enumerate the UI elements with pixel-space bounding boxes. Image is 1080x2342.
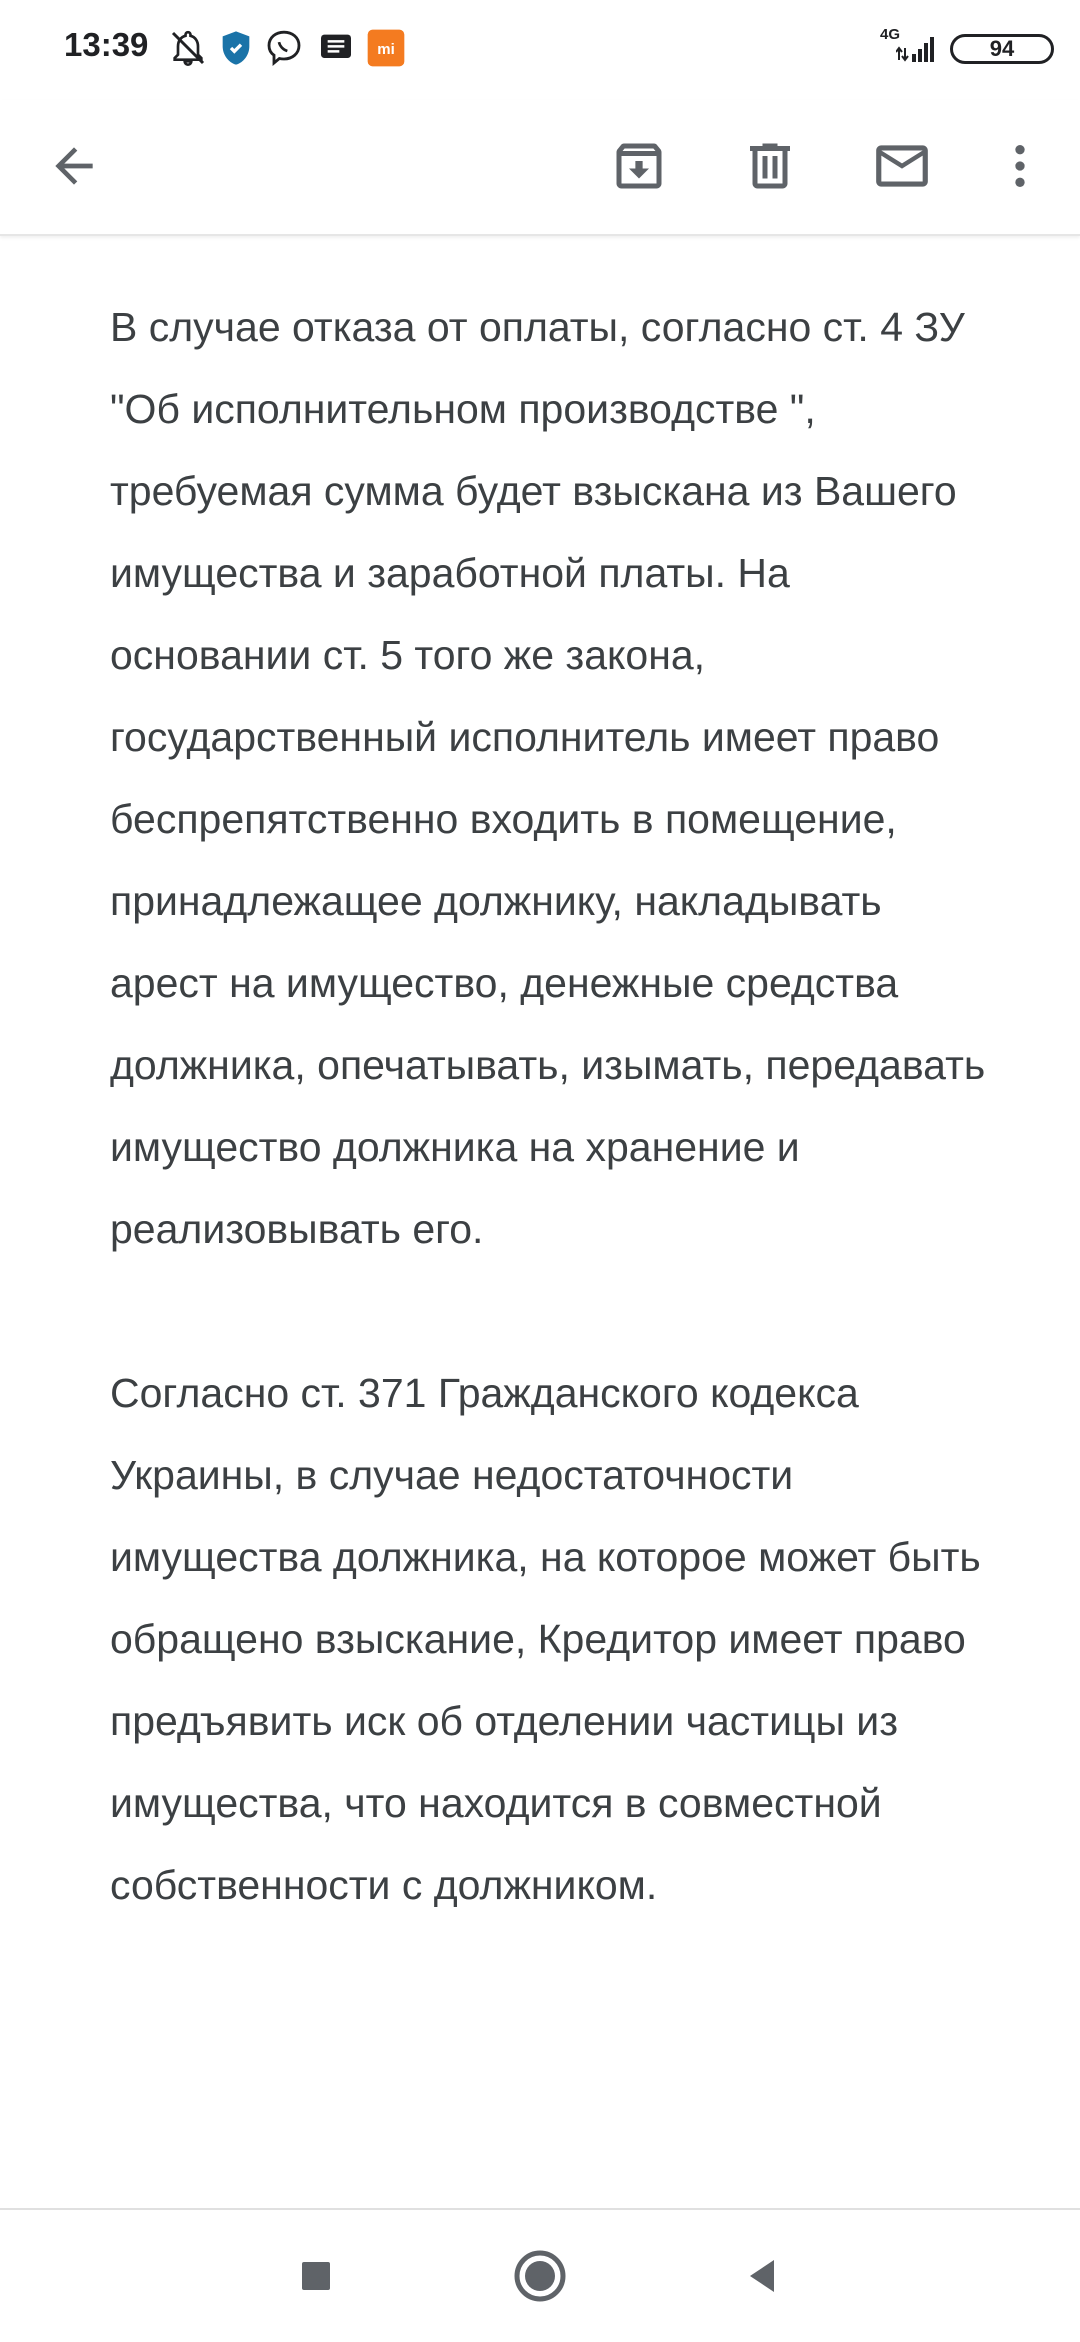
delete-button[interactable]	[734, 130, 806, 202]
mark-unread-button[interactable]	[866, 130, 938, 202]
back-button[interactable]	[38, 130, 110, 202]
svg-text:mi: mi	[377, 40, 395, 58]
back-arrow-icon	[46, 138, 102, 194]
signal-icon	[896, 34, 934, 64]
app-bar	[0, 100, 1080, 236]
recent-apps-icon	[296, 2256, 336, 2296]
more-options-icon	[992, 138, 1048, 194]
mark-unread-icon	[871, 135, 933, 197]
email-paragraph: В случае отказа от оплаты, согласно ст. 4 ЗУ "Об исполнительном производстве ", требуемая сумма будет взыскана из Вашего имущества и заработной платы. На основании ст. 5 того же закона, государственный исполнитель имеет право беспрепятственно входить в помещение, принадлежащее должнику, накладывать арест на имущество, денежные средства должника, опечатывать, изымать, передавать имущество должника на хранение и реализовывать его.	[110, 304, 986, 1252]
shield-icon	[216, 28, 256, 68]
email-paragraph: Согласно ст. 371 Гражданского кодекса Украины, в случае недостаточности имущества должника, на которое может быть обращено взыскание, Кредитор имеет право предъявить иск об отделении частицы из имущества, что находится в совместной собственности с должником.	[110, 1370, 981, 1908]
status-bar	[0, 0, 1080, 100]
network-type: 4G	[880, 26, 901, 43]
delete-icon	[740, 136, 800, 196]
recent-apps-button[interactable]	[280, 2240, 352, 2312]
viber-icon	[264, 28, 304, 68]
battery-indicator: 94	[950, 34, 1054, 64]
message-icon	[316, 28, 356, 68]
archive-icon	[609, 136, 669, 196]
navigation-bar	[0, 2208, 1080, 2342]
home-icon	[512, 2248, 568, 2304]
bell-off-icon	[168, 28, 208, 68]
back-nav-button[interactable]	[726, 2240, 798, 2312]
more-options-button[interactable]	[984, 130, 1056, 202]
email-body	[110, 236, 990, 2208]
home-button[interactable]	[504, 2240, 576, 2312]
status-time: 13:39	[64, 26, 149, 63]
back-icon	[742, 2256, 782, 2296]
mi-icon	[366, 28, 406, 68]
archive-button[interactable]	[603, 130, 675, 202]
